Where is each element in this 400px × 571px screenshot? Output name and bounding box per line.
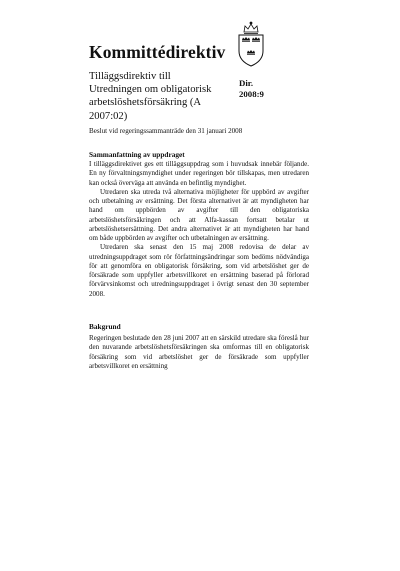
decision-line: Beslut vid regeringssammanträde den 31 januari 2008 <box>89 127 243 135</box>
document-subject: Tilläggsdirektiv till Utredningen om obligatorisk arbetslöshetsförsäkring (A 2007:02) <box>89 71 212 122</box>
directive-number-block <box>239 78 264 99</box>
background-body <box>89 334 309 371</box>
background-heading: Bakgrund <box>89 322 121 331</box>
document-title: Kommittédirektiv <box>89 42 226 62</box>
three-crowns-crest-icon <box>234 20 268 68</box>
dir-label: Dir. <box>239 78 254 88</box>
summary-heading: Sammanfattning av uppdraget <box>89 150 185 159</box>
dir-number: 2008:9 <box>239 88 264 99</box>
summary-body <box>89 160 309 299</box>
summary-paragraph: Utredaren ska senast den 15 maj 2008 redovisa de delar av utredningsuppdraget som rör författningsändringar som bedöms nödvändiga för att genomföra en obligatorisk försäkring, som vid arbetslöshet ger de försäkrade som uppfyller arbetsvillkoret en ersättning baserad på förlorad förvärvsinkomst och utredningsuppdraget i övrigt senast den 30 september 2008. <box>89 243 309 298</box>
background-paragraph: Regeringen beslutade den 28 juni 2007 att en särskild utredare ska föreslå hur den nuvarande arbetslöshetsförsäkringen ska omformas till en obligatorisk försäkring som vid arbetslöshet ger de försäkrade som uppfyller arbetsvillkoret en ersättning <box>89 334 309 370</box>
summary-paragraph: Utredaren ska utreda två alternativa möjligheter för uppbörd av avgifter och utbetalning av ersättning. Det första alternativet är att myndigheten har hand om uppbörden av avgifter till den obligatoriska arbetslöshetsförsäkringen och att Alfa-kassan fortsatt betalar ut arbetslöshetsersättning. Det andra alternativet är att myndigheten har hand om både uppbörden av avgifter och utbetalningen av ersättning. <box>89 187 309 242</box>
summary-paragraph: I tilläggsdirektivet ges ett tilläggsuppdrag som i huvudsak innebär följande. En ny förvaltningsmyndighet under regeringen bör tillskapas, men utredaren kan också överväga att använda en befintlig myndighet. <box>89 160 309 187</box>
